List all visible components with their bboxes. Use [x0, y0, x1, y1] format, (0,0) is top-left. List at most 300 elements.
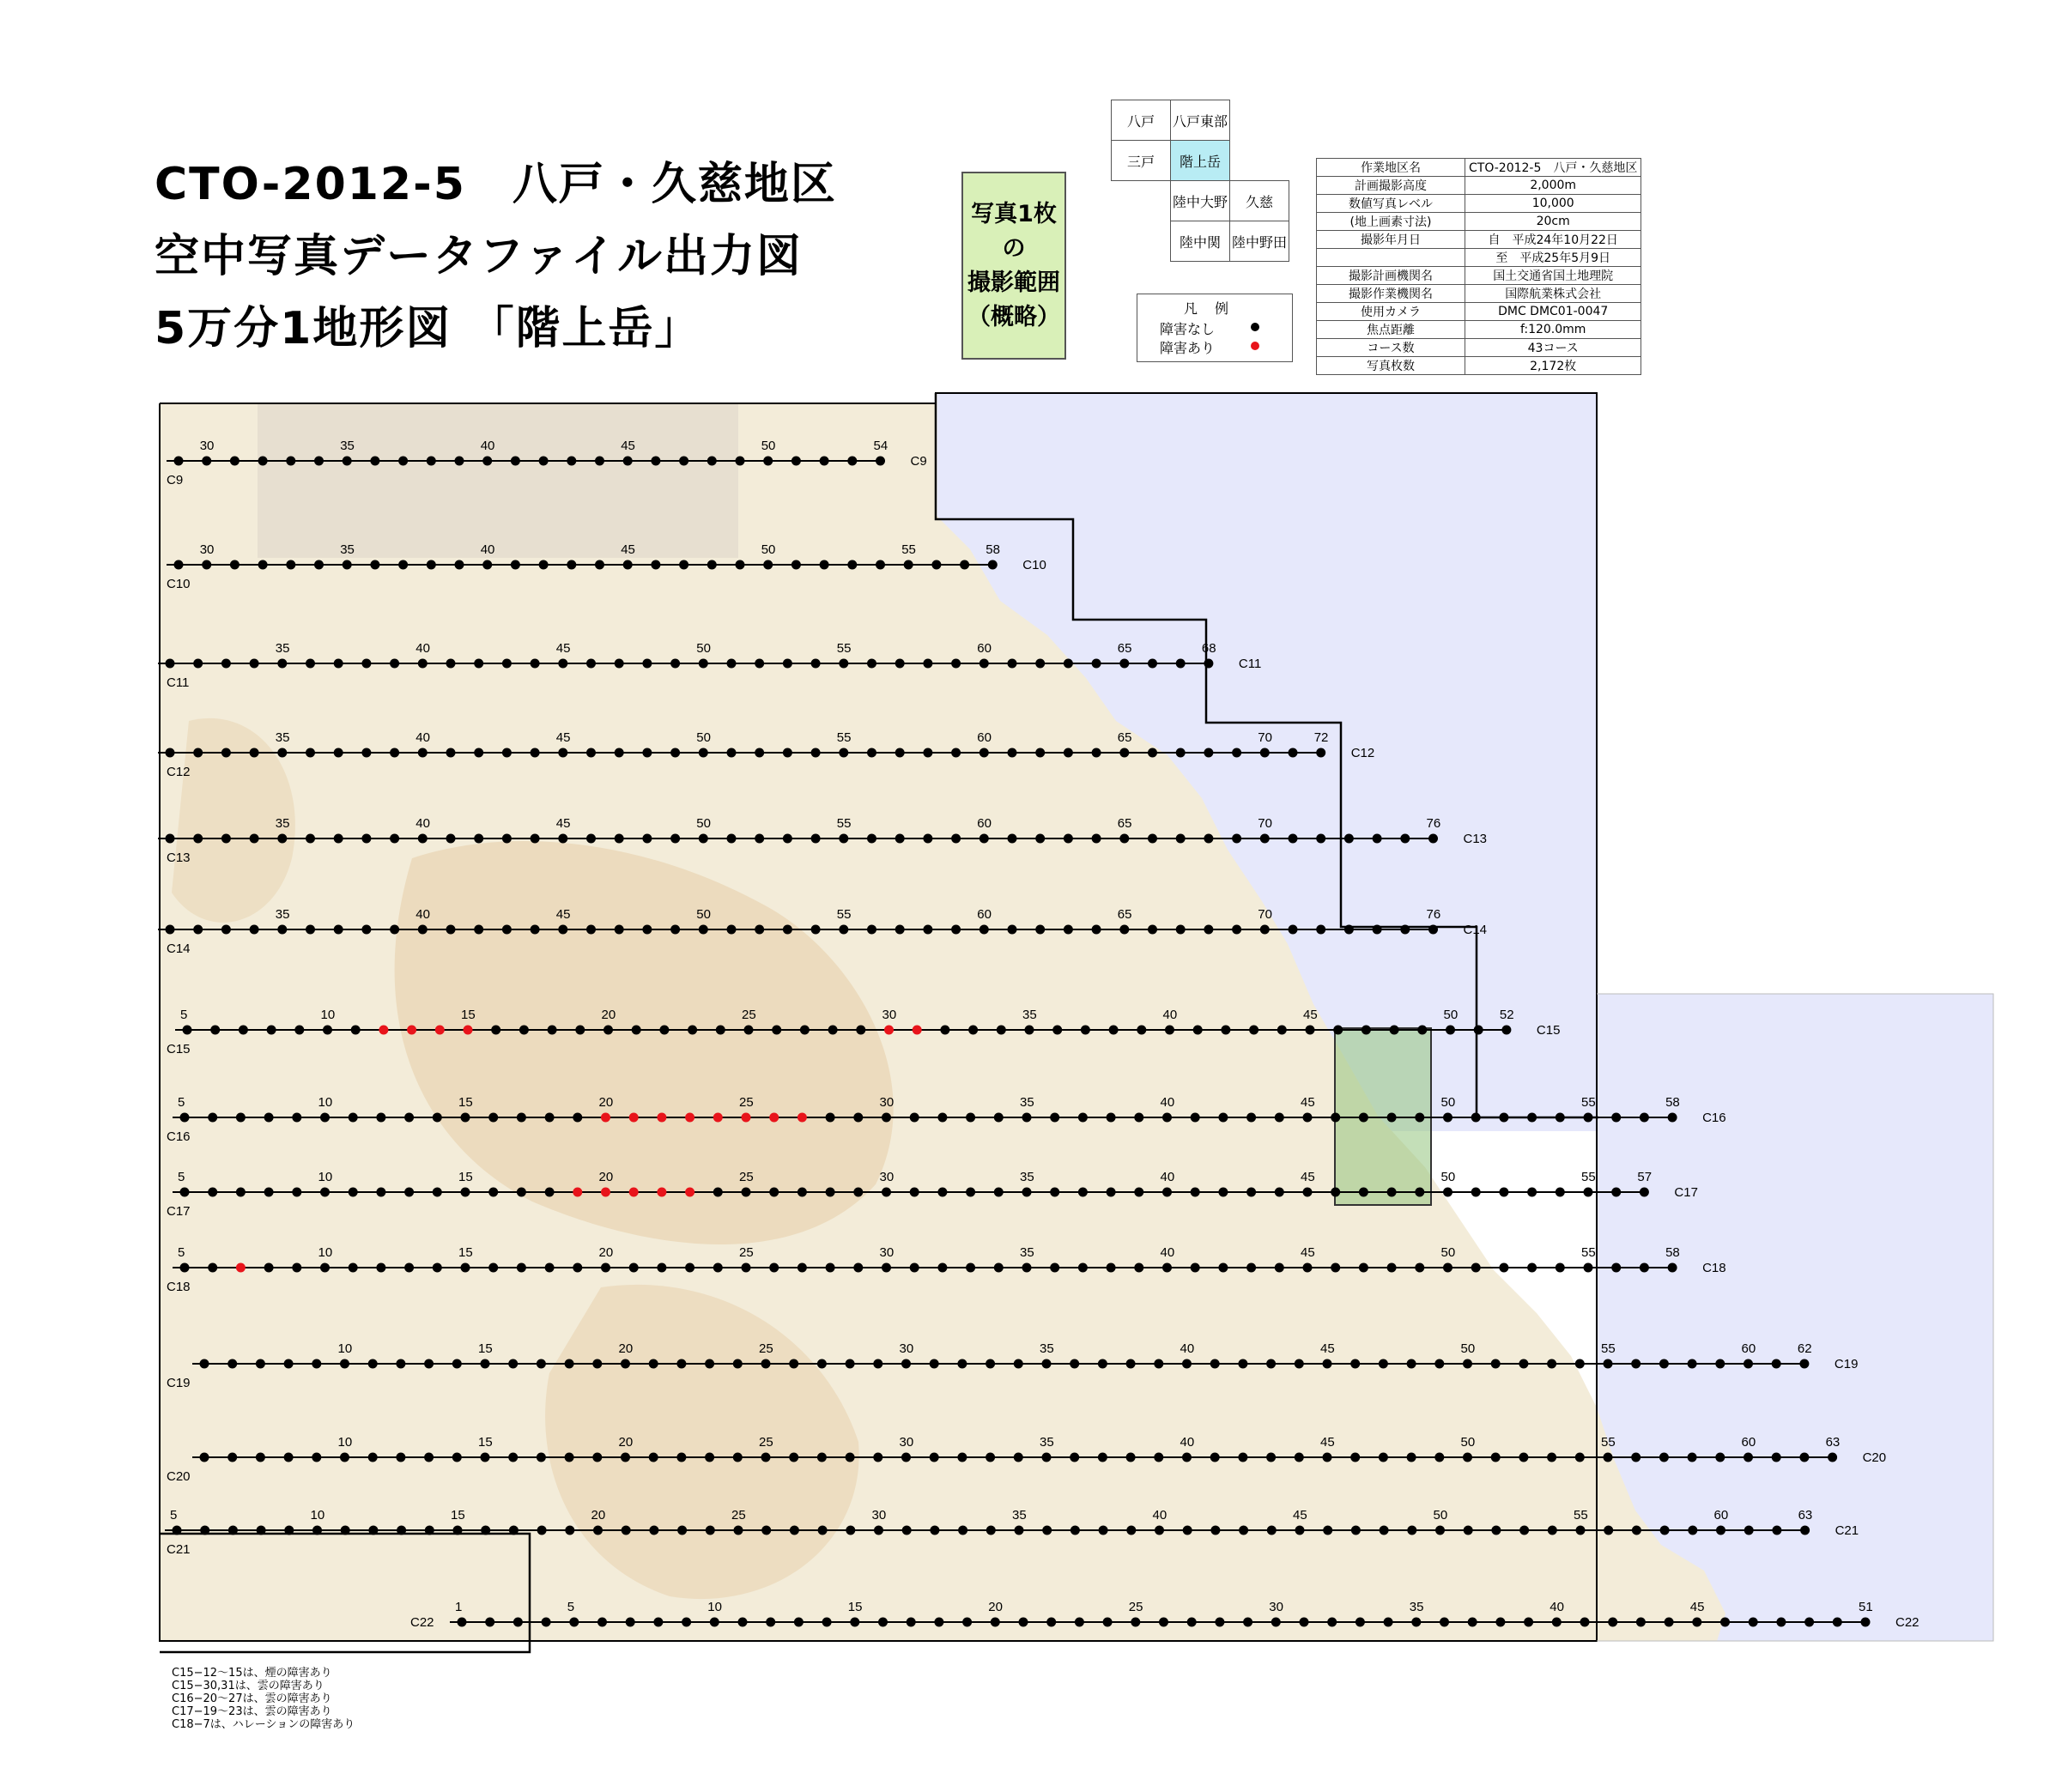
photo-point [910, 1188, 919, 1197]
photo-point [398, 560, 408, 570]
photo-point [474, 659, 483, 669]
photo-number-label: 55 [836, 730, 852, 745]
photo-point [1390, 1026, 1399, 1035]
photo-number-label: 54 [873, 439, 888, 453]
photo-point [452, 1453, 462, 1462]
photo-point [677, 1526, 687, 1535]
photo-point [1210, 1453, 1220, 1462]
photo-point [1331, 1113, 1340, 1123]
photo-point [1828, 1453, 1837, 1462]
photo-point [867, 659, 876, 669]
photo-point [794, 1618, 804, 1627]
photo-point [565, 1526, 574, 1535]
photo-point [826, 1113, 835, 1123]
info-value: 10,000 [1465, 195, 1641, 213]
photo-point [320, 1113, 330, 1123]
photo-point [1215, 1618, 1224, 1627]
photo-point [569, 1618, 579, 1627]
course-name-label-end: C13 [1463, 832, 1488, 846]
photo-point [847, 457, 857, 466]
coverage-note-line: の [1002, 234, 1026, 262]
photo-point [1556, 1188, 1565, 1197]
photo-point [1387, 1188, 1397, 1197]
photo-number-label: 58 [986, 542, 1000, 557]
photo-point [200, 1359, 209, 1369]
photo-point [1584, 1113, 1593, 1123]
photo-point [573, 1263, 582, 1273]
footnote-line: C16−20〜27は、雲の障害あり [172, 1692, 332, 1705]
photo-point [727, 834, 737, 844]
photo-number-label: 35 [1409, 1600, 1424, 1614]
photo-number-label: 35 [1040, 1341, 1054, 1356]
coverage-note-line: （概略） [967, 303, 1060, 330]
photo-point [390, 659, 399, 669]
photo-point [895, 748, 905, 758]
photo-point [1524, 1618, 1533, 1627]
course-name-label-start: C19 [167, 1376, 191, 1390]
photo-point [1014, 1359, 1023, 1369]
photo-point [1295, 1526, 1305, 1535]
photo-point [1092, 834, 1101, 844]
photo-number-label: 65 [1117, 816, 1132, 831]
course-name-label-end: C20 [1862, 1450, 1887, 1465]
course-name-label-start: C16 [167, 1129, 191, 1144]
photo-point [320, 1188, 330, 1197]
photo-point [1239, 1526, 1248, 1535]
photo-point [707, 560, 717, 570]
photo-number-label: 50 [1443, 1008, 1459, 1022]
photo-point [1440, 1618, 1449, 1627]
photo-point [424, 1453, 434, 1462]
photo-point [763, 560, 773, 570]
photo-point [1046, 1618, 1056, 1627]
photo-point [966, 1188, 975, 1197]
photo-point [1548, 1526, 1557, 1535]
photo-number-label: 50 [761, 542, 776, 557]
photo-point [1611, 1263, 1621, 1273]
photo-point [586, 925, 596, 935]
photo-point [1350, 1359, 1360, 1369]
photo-point [1022, 1113, 1032, 1123]
photo-point [895, 925, 905, 935]
photo-point [651, 457, 660, 466]
photo-point [1092, 925, 1101, 935]
photo-number-label: 70 [1258, 907, 1272, 922]
photo-number-label: 60 [1713, 1508, 1729, 1523]
photo-number-label: 25 [739, 1245, 754, 1260]
photo-point [558, 925, 567, 935]
photo-point [482, 457, 492, 466]
photo-point [755, 925, 764, 935]
photo-point [1092, 748, 1101, 758]
photo-point [1064, 659, 1073, 669]
photo-point [545, 1113, 555, 1123]
photo-point [1861, 1618, 1871, 1627]
photo-point [1303, 1113, 1313, 1123]
photo-point [379, 1026, 388, 1035]
photo-point [334, 925, 343, 935]
photo-point [1008, 748, 1017, 758]
course-name-label-end: C11 [1238, 657, 1262, 671]
photo-point [349, 1113, 358, 1123]
photo-point [839, 925, 848, 935]
photo-number-label: 45 [1293, 1508, 1307, 1523]
photo-point [343, 560, 352, 570]
photo-point [839, 748, 848, 758]
photo-point [1183, 1526, 1192, 1535]
photo-point [1306, 1026, 1315, 1035]
photo-point [951, 659, 961, 669]
photo-number-label: 55 [1581, 1245, 1596, 1260]
photo-number-label: 50 [696, 641, 711, 656]
photo-point [867, 834, 876, 844]
photo-number-label: 5 [178, 1245, 185, 1260]
photo-point [1468, 1618, 1477, 1627]
photo-number-label: 50 [1440, 1095, 1456, 1110]
photo-point [1300, 1618, 1309, 1627]
photo-point [1547, 1453, 1556, 1462]
photo-number-label: 5 [178, 1095, 185, 1110]
photo-point [1800, 1526, 1810, 1535]
photo-point [180, 1263, 190, 1273]
photo-point [853, 1188, 863, 1197]
photo-point [370, 457, 379, 466]
photo-point [884, 1026, 894, 1035]
photo-number-label: 35 [1022, 1008, 1037, 1022]
photo-point [1204, 834, 1213, 844]
photo-point [376, 1188, 385, 1197]
photo-point [839, 659, 848, 669]
photo-point [1134, 1113, 1143, 1123]
photo-point [882, 1113, 891, 1123]
photo-point [1491, 1359, 1501, 1369]
photo-point [1050, 1113, 1059, 1123]
photo-point [1204, 925, 1213, 935]
course-name-label-end: C18 [1702, 1261, 1726, 1275]
photo-point [264, 1113, 274, 1123]
photo-point [1070, 1359, 1079, 1369]
photo-point [629, 1113, 639, 1123]
photo-point [455, 560, 464, 570]
photo-point [1692, 1618, 1701, 1627]
photo-point [1303, 1263, 1313, 1273]
photo-point [882, 1263, 891, 1273]
photo-point [390, 834, 399, 844]
photo-point [166, 659, 175, 669]
photo-point [174, 457, 184, 466]
photo-point [1327, 1618, 1337, 1627]
photo-number-label: 10 [318, 1095, 333, 1110]
photo-point [657, 1188, 666, 1197]
photo-point [1636, 1618, 1646, 1627]
photo-number-label: 45 [1301, 1170, 1315, 1184]
photo-point [1350, 1453, 1360, 1462]
photo-number-label: 25 [739, 1095, 754, 1110]
photo-point [508, 1359, 518, 1369]
photo-point [783, 925, 792, 935]
photo-point [174, 560, 184, 570]
photo-point [1474, 1026, 1483, 1035]
photo-point [390, 925, 399, 935]
photo-point [1119, 659, 1129, 669]
photo-point [895, 834, 905, 844]
photo-point [1092, 659, 1101, 669]
photo-number-label: 45 [1301, 1095, 1315, 1110]
photo-point [988, 560, 998, 570]
legend-label-ng: 障害あり [1160, 340, 1216, 356]
photo-point [1210, 1526, 1220, 1535]
photo-point [734, 1526, 743, 1535]
photo-point [642, 748, 652, 758]
photo-number-label: 63 [1825, 1435, 1841, 1450]
photo-point [1499, 1113, 1508, 1123]
photo-point [615, 925, 624, 935]
photo-point [312, 1453, 321, 1462]
photo-point [1552, 1618, 1562, 1627]
photo-point [676, 1453, 686, 1462]
photo-point [642, 834, 652, 844]
photo-point [314, 560, 324, 570]
photo-point [1137, 1026, 1146, 1035]
photo-point [236, 1188, 246, 1197]
photo-point [1640, 1188, 1649, 1197]
photo-point [742, 1188, 751, 1197]
photo-point [376, 1263, 385, 1273]
photo-point [615, 748, 624, 758]
photo-number-label: 50 [1460, 1435, 1476, 1450]
photo-point [221, 925, 231, 935]
photo-point [586, 659, 596, 669]
photo-point [629, 1263, 639, 1273]
photo-point [910, 1263, 919, 1273]
photo-number-label: 50 [761, 439, 776, 453]
photo-point [517, 1188, 526, 1197]
photo-point [482, 560, 492, 570]
index-cell: 八戸 [1112, 100, 1171, 141]
photo-number-label: 50 [1433, 1508, 1448, 1523]
photo-number-label: 35 [275, 730, 290, 745]
info-key: 撮影作業機関名 [1317, 285, 1465, 303]
photo-point [1119, 834, 1129, 844]
photo-number-label: 58 [1665, 1245, 1680, 1260]
photo-point [565, 1359, 574, 1369]
photo-number-label: 45 [621, 542, 635, 557]
photo-point [334, 834, 343, 844]
course-name-label-start: C21 [167, 1542, 191, 1557]
photo-number-label: 15 [847, 1600, 863, 1614]
photo-point [193, 925, 203, 935]
photo-point [166, 748, 175, 758]
course-name-label-end: C21 [1835, 1523, 1859, 1538]
photo-point [1271, 1618, 1281, 1627]
photo-point [1246, 1188, 1256, 1197]
photo-point [361, 925, 371, 935]
photo-point [1387, 1263, 1397, 1273]
photo-point [846, 1359, 855, 1369]
photo-point [284, 1526, 294, 1535]
photo-point [376, 1113, 385, 1123]
photo-point [452, 1359, 462, 1369]
photo-point [828, 1026, 838, 1035]
photo-point [1379, 1453, 1388, 1462]
photo-point [1266, 1359, 1276, 1369]
photo-point [334, 748, 343, 758]
photo-number-label: 1 [455, 1600, 463, 1614]
coverage-note-line: 撮影範囲 [967, 269, 1060, 296]
photo-point [593, 1526, 603, 1535]
photo-number-label: 50 [1460, 1341, 1476, 1356]
photo-point [418, 925, 428, 935]
photo-point [1107, 1113, 1116, 1123]
photo-point [1640, 1263, 1649, 1273]
photo-point [1277, 1026, 1287, 1035]
photo-point [826, 1188, 835, 1197]
photo-point [267, 1026, 276, 1035]
photo-point [1407, 1526, 1416, 1535]
photo-number-label: 25 [742, 1008, 756, 1022]
photo-point [340, 1453, 349, 1462]
photo-point [783, 748, 792, 758]
photo-point [846, 1453, 855, 1462]
photo-point [1191, 1263, 1200, 1273]
photo-point [396, 1359, 405, 1369]
photo-point [1608, 1618, 1617, 1627]
photo-point [221, 834, 231, 844]
photo-point [531, 925, 540, 935]
photo-point [306, 748, 315, 758]
photo-number-label: 45 [555, 907, 571, 922]
photo-point [349, 1263, 358, 1273]
photo-number-label: 52 [1499, 1008, 1514, 1022]
photo-point [1668, 1263, 1677, 1273]
photo-point [649, 1359, 658, 1369]
photo-point [1434, 1359, 1444, 1369]
photo-point [979, 659, 989, 669]
photo-point [558, 834, 567, 844]
photo-point [292, 1263, 301, 1273]
photo-number-label: 30 [899, 1341, 914, 1356]
photo-point [446, 748, 456, 758]
photo-point [846, 1526, 855, 1535]
photo-number-label: 60 [1741, 1341, 1756, 1356]
photo-point [294, 1026, 304, 1035]
photo-point [1119, 748, 1129, 758]
info-key: 焦点距離 [1317, 321, 1465, 339]
photo-point [940, 1026, 949, 1035]
photo-point [1471, 1113, 1481, 1123]
photo-point [763, 457, 773, 466]
photo-point [1109, 1026, 1119, 1035]
photo-point [1435, 1526, 1445, 1535]
photo-point [1527, 1113, 1537, 1123]
photo-point [1131, 1618, 1140, 1627]
photo-point [502, 834, 512, 844]
photo-point [292, 1113, 301, 1123]
photo-point [1499, 1263, 1508, 1273]
photo-number-label: 5 [567, 1600, 575, 1614]
photo-point [817, 1359, 827, 1369]
photo-point [404, 1113, 414, 1123]
photo-point [979, 925, 989, 935]
info-key: (地上画素寸法) [1317, 213, 1465, 231]
photo-point [1014, 1453, 1023, 1462]
photo-point [822, 1618, 832, 1627]
info-value: DMC DMC01-0047 [1465, 303, 1641, 321]
photo-point [1749, 1618, 1758, 1627]
photo-number-label: 40 [415, 641, 430, 656]
photo-point [1688, 1526, 1697, 1535]
photo-point [509, 1526, 519, 1535]
photo-point [1162, 1263, 1172, 1273]
photo-number-label: 20 [598, 1245, 614, 1260]
course-name-label-start: C15 [167, 1042, 191, 1056]
photo-point [1387, 1113, 1397, 1123]
photo-point [736, 560, 745, 570]
photo-point [370, 560, 379, 570]
photo-number-label: 40 [1160, 1245, 1175, 1260]
photo-point [1333, 1026, 1343, 1035]
photo-point [826, 1263, 835, 1273]
photo-point [991, 1618, 1000, 1627]
photo-point [895, 659, 905, 669]
photo-point [1260, 834, 1270, 844]
info-value: 43コース [1465, 339, 1641, 357]
photo-point [761, 1359, 771, 1369]
photo-point [923, 659, 932, 669]
photo-number-label: 5 [180, 1008, 188, 1022]
photo-point [1632, 1526, 1641, 1535]
photo-point [979, 834, 989, 844]
photo-point [193, 748, 203, 758]
photo-point [913, 1026, 922, 1035]
photo-point [1799, 1359, 1809, 1369]
photo-point [575, 1026, 585, 1035]
photo-point [573, 1188, 582, 1197]
photo-point [790, 1526, 799, 1535]
photo-point [621, 1453, 630, 1462]
photo-point [1604, 1453, 1613, 1462]
photo-number-label: 40 [1180, 1341, 1195, 1356]
photo-point [699, 834, 708, 844]
photo-point [1463, 1453, 1472, 1462]
photo-point [1584, 1263, 1593, 1273]
photo-point [1275, 1263, 1284, 1273]
photo-point [755, 659, 764, 669]
photo-number-label: 70 [1258, 816, 1272, 831]
photo-point [1303, 1188, 1313, 1197]
photo-point [1221, 1026, 1230, 1035]
photo-point [227, 1359, 237, 1369]
photo-point [1232, 834, 1241, 844]
photo-point [1098, 1453, 1107, 1462]
photo-point [1772, 1453, 1781, 1462]
photo-number-label: 50 [1440, 1170, 1456, 1184]
photo-number-label: 10 [337, 1435, 353, 1450]
photo-point [1155, 1526, 1164, 1535]
photo-point [986, 1359, 995, 1369]
photo-point [713, 1113, 723, 1123]
photo-point [306, 925, 315, 935]
photo-point [531, 748, 540, 758]
photo-point [957, 1453, 967, 1462]
photo-point [513, 1618, 523, 1627]
photo-point [511, 457, 520, 466]
photo-number-label: 15 [451, 1508, 465, 1523]
photo-point [769, 1263, 779, 1273]
photo-point [474, 748, 483, 758]
photo-point [446, 925, 456, 935]
photo-point [592, 1453, 602, 1462]
